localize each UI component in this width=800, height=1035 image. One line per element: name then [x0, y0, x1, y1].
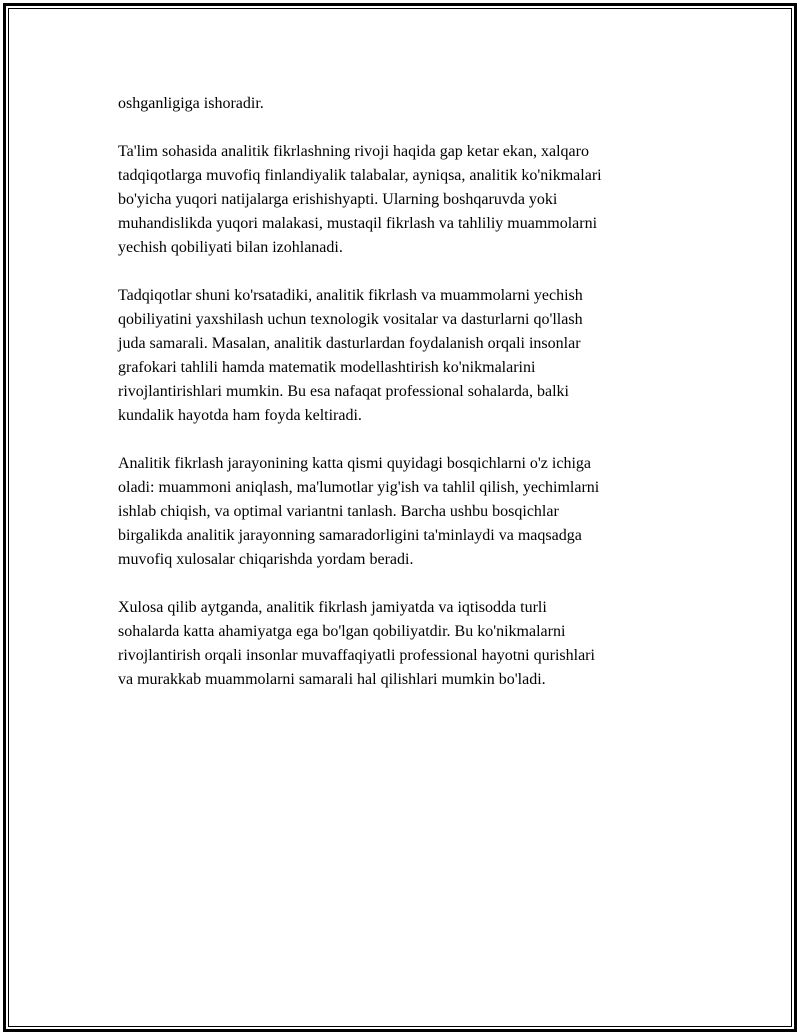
document-body: [118, 92, 683, 716]
paragraph: Xulosa qilib aytganda, analitik fikrlash jamiyatda va iqtisodda turli sohalarda katta ahamiyatga ega bo'lgan qobiliyatdir. Bu ko'nikmalarni rivojlantirish orqali insonlar muvaffaqiyatli professional hayotni qurishlari va murakkab muammolarni samarali hal qilishlari mumkin bo'ladi.: [118, 599, 595, 688]
paragraph: oshganligiga ishoradir.: [118, 95, 264, 112]
paragraph: Analitik fikrlash jarayonining katta qismi quyidagi bosqichlarni o'z ichiga oladi: muammoni aniqlash, ma'lumotlar yig'ish va tahlil qilish, yechimlarni ishlab chiqish, va optimal variantni tanlash. Barcha ushbu bosqichlar birgalikda analitik jarayonning samaradorligini ta'minlaydi va maqsadga muvofiq xulosalar chiqarishda yordam beradi.: [118, 455, 600, 568]
paragraph: Ta'lim sohasida analitik fikrlashning rivoji haqida gap ketar ekan, xalqaro tadqiqotlarga muvofiq finlandiyalik talabalar, ayniqsa, analitik ko'nikmalari bo'yicha yuqori natijalarga erishishyapti. Ularning boshqaruvda yoki muhandislikda yuqori malakasi, mustaqil fikrlash va tahliliy muammolarni yechish qobiliyati bilan izohlanadi.: [118, 143, 602, 256]
paragraph: Tadqiqotlar shuni ko'rsatadiki, analitik fikrlash va muammolarni yechish qobiliyatini yaxshilash uchun texnologik vositalar va dasturlarni qo'llash juda samarali. Masalan, analitik dasturlardan foydalanish orqali insonlar grafokari tahlili hamda matematik modellashtirish ko'nikmalarini rivojlantirishlari mumkin. Bu esa nafaqat professional sohalarda, balki kundalik hayotda ham foyda keltiradi.: [118, 287, 583, 424]
